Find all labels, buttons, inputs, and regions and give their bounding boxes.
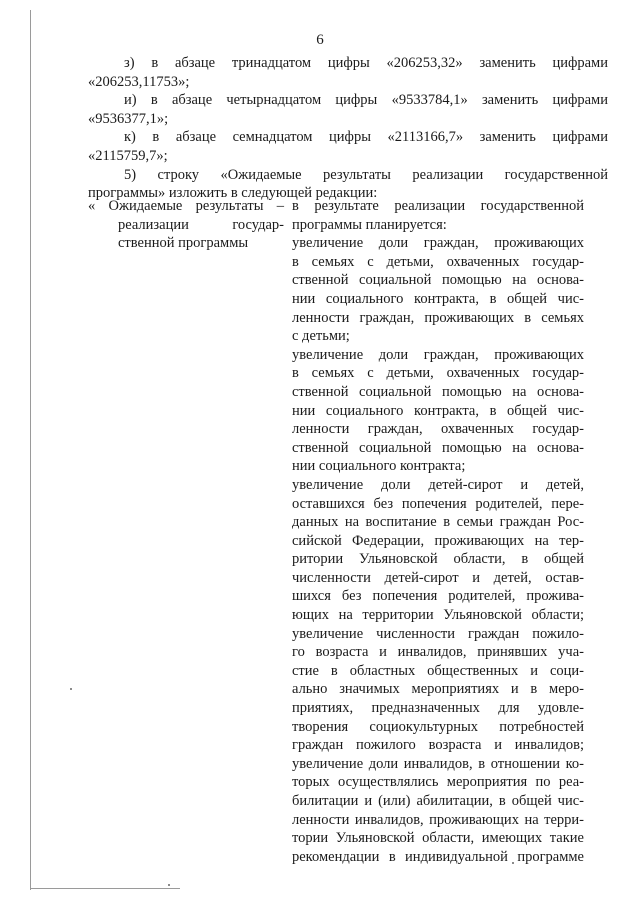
label-line: ственной программы [118,235,249,252]
paragraph-line: к) в абзаце семнадцатом цифры «2113166,7» заменить цифрами [124,129,608,146]
content-line: сийской Федерации, проживающих на тер- [292,532,584,549]
page-bottom-mark [30,888,180,889]
page-left-border [30,10,31,890]
content-line: билитации и (или) абилитации, в общей чис- [292,793,584,809]
content-line: оставшихся без попечения родителей, пере- [292,495,584,512]
content-line: тории Ульяновской области, имеющих такие [292,830,584,847]
content-line: с детьми; [292,328,350,345]
content-line: в семьях с детьми, охваченных государ- [292,365,584,382]
content-line: приятиях, предназначенных для удовле- [292,700,584,717]
page-number: 6 [316,32,324,48]
content-line: граждан пожилого возраста и инвалидов; [292,737,584,754]
content-line: ленности граждан, охваченных государ- [292,421,584,438]
content-line: ритории Ульяновской области, в общей [292,551,584,568]
paragraph-line: «2115759,7»; [88,147,168,164]
content-line: го возраста и инвалидов, принявших уча- [292,644,584,661]
content-line: рекомендации в индивидуальной программе [292,848,584,865]
content-line: ственной социальной помощью на основа- [292,272,584,289]
content-line: ющих на территории Ульяновской области; [292,607,584,624]
content-line: ственной социальной помощью на основа- [292,383,584,400]
content-line: торых осуществлялись мероприятия по реа- [292,774,584,791]
content-line: программы планируется: [292,216,447,233]
paragraph-line: «9536377,1»; [88,110,169,127]
scan-speck [70,688,72,690]
content-line: ленности инвалидов, проживающих на терри- [292,811,584,828]
content-line: нии социального контракта; [292,458,466,475]
content-line: стие в областных общественных и соци- [292,662,584,679]
paragraph-line: и) в абзаце четырнадцатом цифры «9533784,1» заменить цифрами [124,92,608,109]
content-line: ленности граждан, проживающих в семьях [292,309,584,326]
content-line: ально значимых мероприятиях и в меро- [292,681,584,698]
scan-speck [168,884,170,886]
content-line: шихся без попечения родителей, прожива- [292,588,584,605]
content-line: нии социального контракта, в общей чис- [292,402,584,419]
content-line: творения социокультурных потребностей [292,718,584,735]
amendment-paragraphs [88,54,608,203]
content-line: увеличение доли инвалидов, в отношении ко- [292,755,584,772]
content-line: ственной социальной помощью на основа- [292,439,584,456]
paragraph-line: з) в абзаце тринадцатом цифры «206253,32» заменить цифрами [124,55,608,71]
content-line: увеличение доли детей-сирот и детей, [292,476,584,493]
label-line: реализации государ- [118,216,284,233]
content-line: данных на воспитание в семьи граждан Рос- [292,514,584,531]
paragraph-line: «206253,11753»; [88,73,190,90]
label-line: « Ожидаемые результаты – [88,198,284,214]
paragraph-line: 5) строку «Ожидаемые результаты реализации государственной [124,166,608,183]
content-line: нии социального контракта, в общей чис- [292,290,584,307]
content-line: в семьях с детьми, охваченных государ- [292,253,584,270]
content-line: увеличение доли граждан, проживающих [292,235,584,252]
paragraph-line: программы» изложить в следующей редакции: [88,185,378,202]
content-line: увеличение численности граждан пожило- [292,625,584,642]
table-row-label [88,197,284,253]
table-row-content [292,197,584,866]
content-line: увеличение доли граждан, проживающих [292,346,584,363]
content-line: в результате реализации государственной [292,198,584,214]
content-line: численности детей-сирот и детей, остав- [292,569,584,586]
